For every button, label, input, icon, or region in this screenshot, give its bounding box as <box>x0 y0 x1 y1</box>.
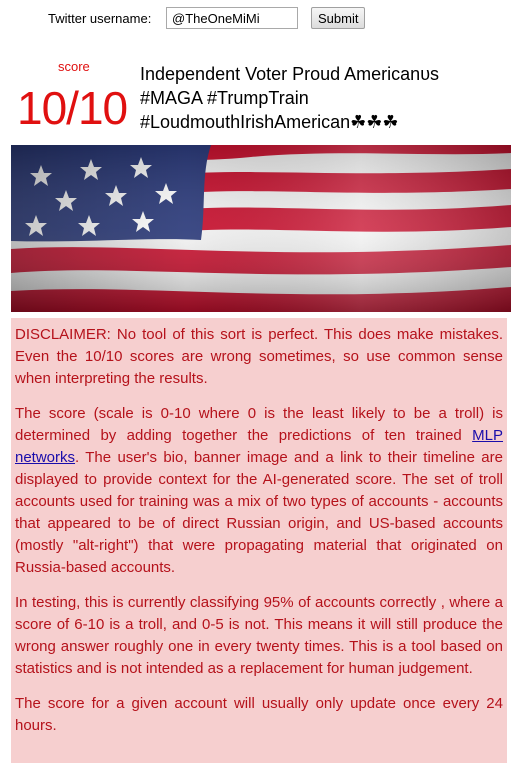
username-form <box>0 7 523 31</box>
bio-line: Independent Voter Proud Americanᴜs <box>140 64 440 84</box>
user-bio <box>140 62 520 134</box>
disclaimer-paragraph: In testing, this is currently classifying 95% of accounts correctly , where a score of 6-10 is a troll, and 0-5 is not. This means it will still produce the wrong answer roughly one in every twenty times. This is a tool based on statistics and is not intended as a replacement for human judgement. <box>15 594 503 677</box>
mlp-networks-link[interactable]: MLP networks <box>15 427 503 466</box>
disclaimer-panel <box>11 318 507 763</box>
paragraph-text: The score (scale is 0-10 where 0 is the least likely to be a troll) is determined by adding together the predictions of ten trained <box>15 405 503 444</box>
username-input[interactable] <box>166 7 298 29</box>
disclaimer-paragraph: DISCLAIMER: No tool of this sort is perfect. This does make mistakes. Even the 10/10 scores are wrong sometimes, so use common sense when interpreting the results. <box>15 326 503 387</box>
submit-button[interactable]: Submit <box>311 7 365 29</box>
disclaimer-paragraph: The score for a given account will usually only update once every 24 hours. <box>15 695 503 734</box>
paragraph-text: . The user's bio, banner image and a link to their timeline are displayed to provide context for the AI-generated score. The set of troll accounts used for training was a mix of two types of accounts - accounts that appeared to be of direct Russian origin, and US-based accounts (mostly "alt-right") that were propagating material that originated on Russia-based accounts. <box>15 449 503 576</box>
flag-banner <box>11 145 511 312</box>
score-label: score <box>58 59 90 74</box>
score-value: 10/10 <box>17 82 128 134</box>
bio-line: #MAGA #TrumpTrain <box>140 88 309 108</box>
bio-line: #LoudmouthIrishAmerican☘☘☘ <box>140 112 399 132</box>
banner-image <box>11 145 511 312</box>
username-label: Twitter username: <box>48 11 152 26</box>
disclaimer-paragraph <box>15 403 503 579</box>
